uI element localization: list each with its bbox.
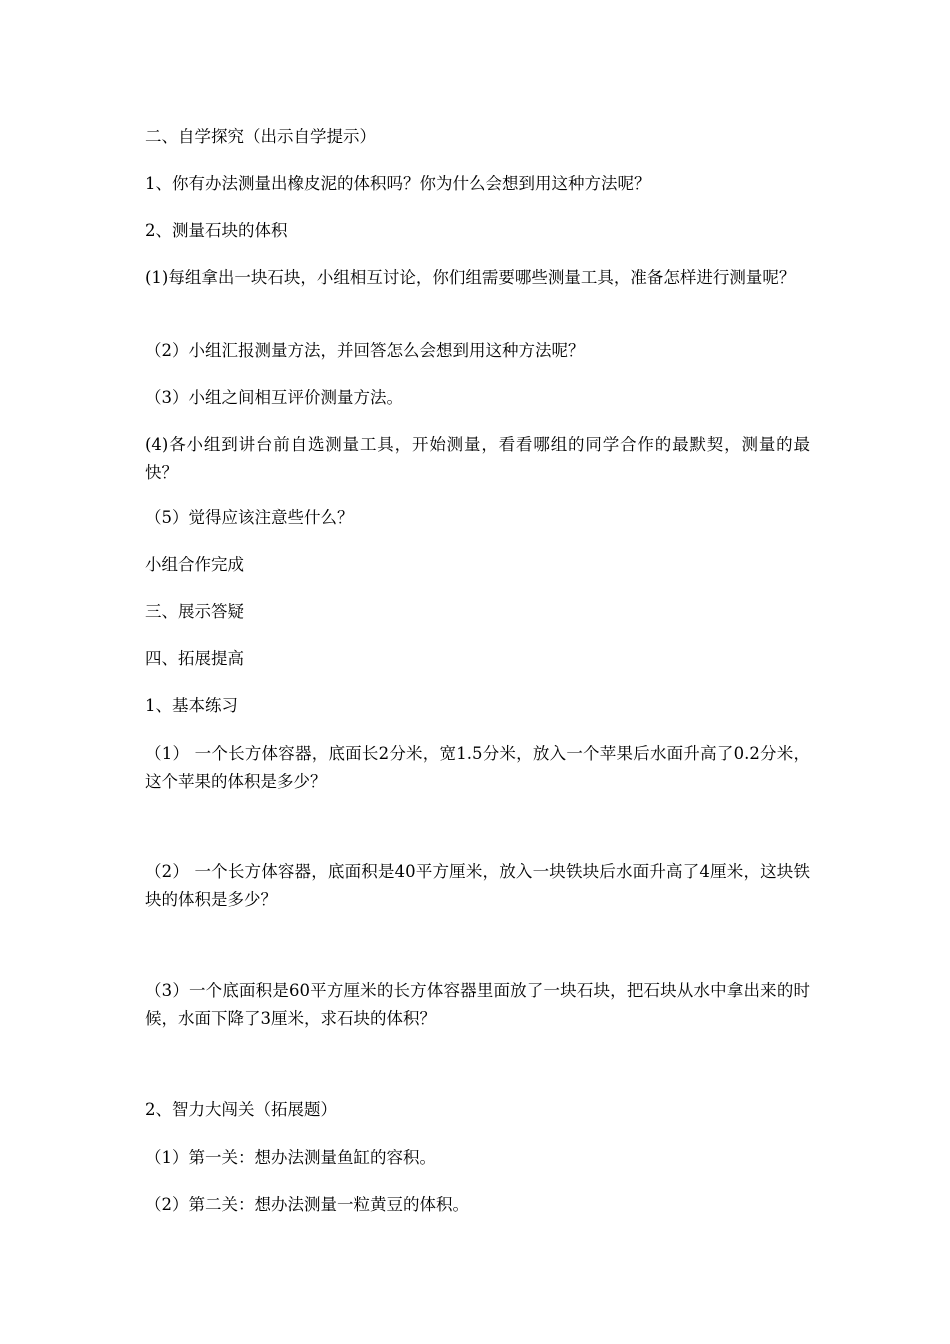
step-1-group-discussion: (1)每组拿出一块石块，小组相互讨论，你们组需要哪些测量工具，准备怎样进行测量呢？ [145,268,796,287]
challenge-level-2: （2）第二关：想办法测量一粒黄豆的体积。 [145,1195,469,1214]
exercise-3-stone-volume: （3）一个底面积是60平方厘米的长方体容器里面放了一块石块，把石块从水中拿出来的时候，水面下降了3厘米，求石块的体积？ [145,981,810,1028]
subheading-stone-volume: 2、测量石块的体积 [145,221,288,240]
exercise-1-apple-volume: （1） 一个长方体容器，底面长2分米，宽1.5分米，放入一个苹果后水面升高了0.2分米，这个苹果的体积是多少？ [145,744,810,791]
subheading-basic-practice: 1、基本练习 [145,696,238,715]
group-cooperation-note: 小组合作完成 [145,555,244,574]
question-plasticine-volume: 1、你有办法测量出橡皮泥的体积吗？你为什么会想到用这种方法呢？ [145,174,651,193]
section-heading-extension: 四、拓展提高 [145,649,244,668]
step-5-attention: （5）觉得应该注意些什么？ [145,508,354,527]
challenge-level-1: （1）第一关：想办法测量鱼缸的容积。 [145,1148,436,1167]
subheading-challenge: 2、智力大闯关（拓展题） [145,1100,337,1119]
section-heading-display-qa: 三、展示答疑 [145,602,244,621]
step-2-group-report: （2）小组汇报测量方法，并回答怎么会想到用这种方法呢？ [145,341,585,360]
step-3-peer-evaluation: （3）小组之间相互评价测量方法。 [145,388,403,407]
exercise-2-iron-volume: （2） 一个长方体容器，底面积是40平方厘米，放入一块铁块后水面升高了4厘米，这块铁块的体积是多少？ [145,862,810,909]
step-4-measure: (4)各小组到讲台前自选测量工具，开始测量，看看哪组的同学合作的最默契，测量的最快？ [145,435,810,482]
section-heading-self-study: 二、自学探究（出示自学提示） [145,127,376,146]
